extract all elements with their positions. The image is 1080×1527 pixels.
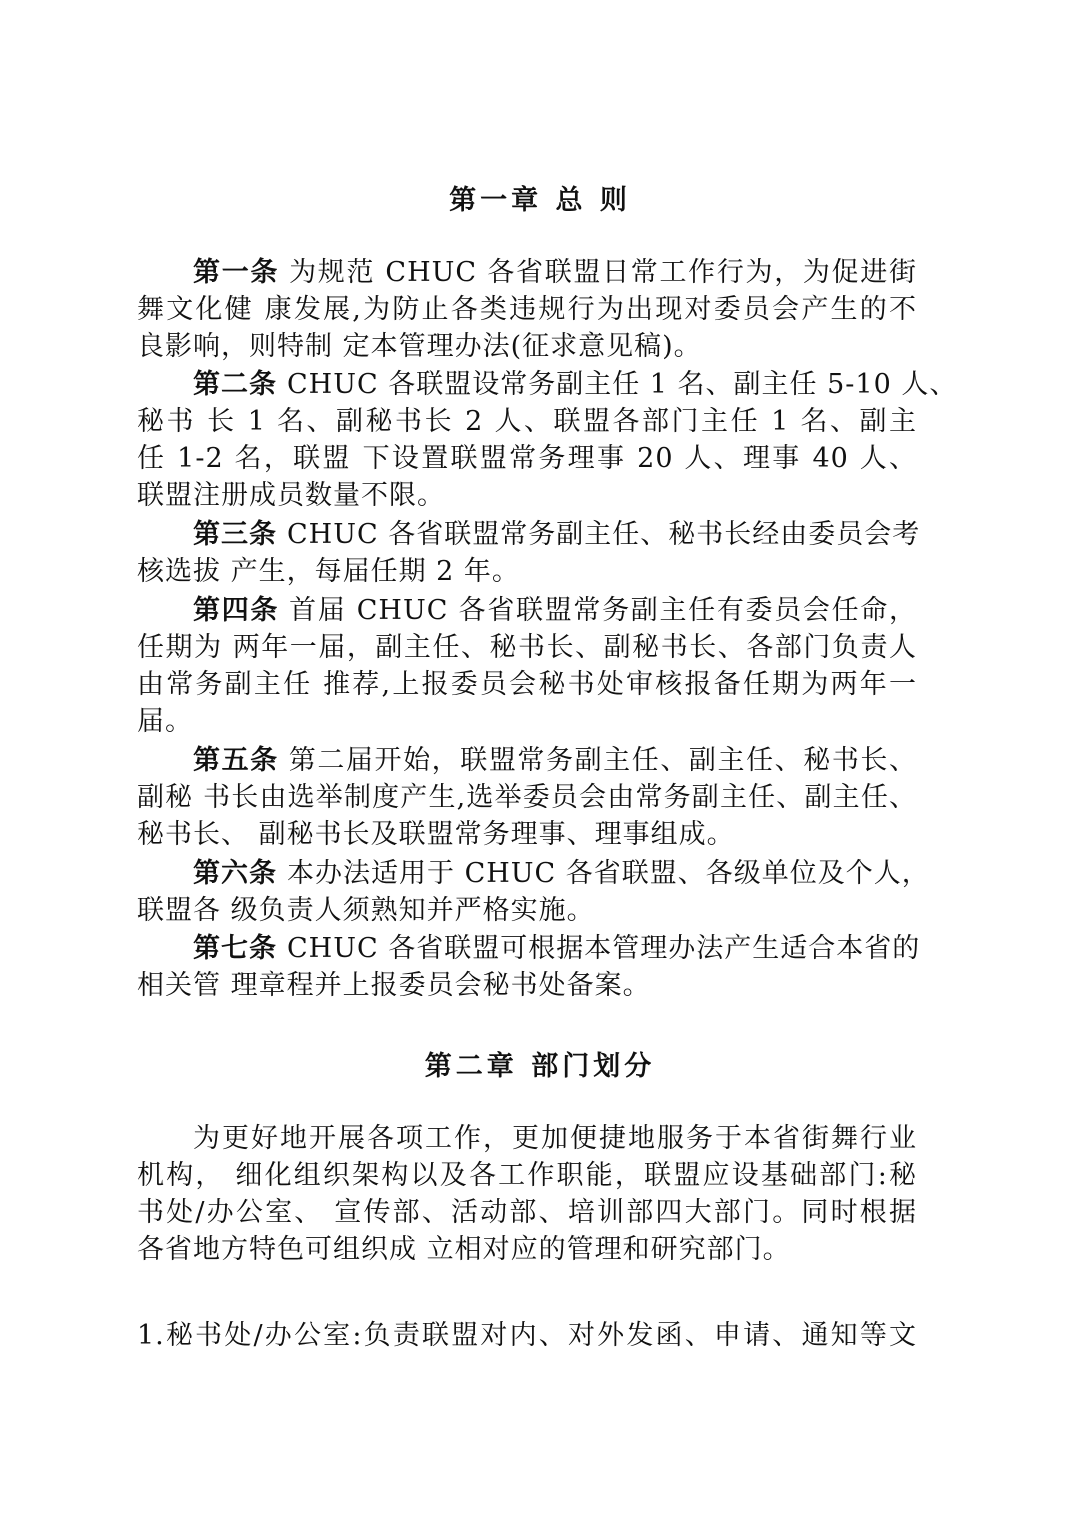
intro-line: 书处/办公室、 宣传部、活动部、培训部四大部门。同时根据 (137, 1197, 917, 1228)
article-6 (137, 855, 930, 929)
chapter-1-title: 第一章 总 则 (449, 185, 631, 216)
chapter-2-title: 第二章 部门划分 (424, 1051, 656, 1082)
article-label: 第六条 (193, 858, 277, 889)
article-4 (137, 592, 917, 740)
chapter-2-intro (137, 1120, 917, 1268)
article-line: 舞文化健 康发展,为防止各类违规行为出现对委员会产生的不 (137, 294, 917, 325)
intro-line: 各省地方特色可组织成 立相对应的管理和研究部门。 (137, 1234, 791, 1265)
article-line: 相关管 理章程并上报委员会秘书处备案。 (137, 970, 651, 1001)
article-1 (137, 254, 917, 365)
article-7 (137, 930, 921, 1004)
article-line: 秘书长、 副秘书长及联盟常务理事、理事组成。 (137, 819, 735, 850)
article-line: 核选拔 产生，每届任期 2 年。 (137, 556, 520, 587)
article-label: 第一条 (193, 257, 280, 288)
article-line: 联盟各 级负责人须熟知并严格实施。 (137, 895, 595, 926)
article-line: 第三条 CHUC 各省联盟常务副主任、秘书长经由委员会考 (193, 519, 921, 550)
article-label: 第三条 (193, 519, 277, 550)
article-line: 副秘 书长由选举制度产生,选举委员会由常务副主任、副主任、 (137, 782, 917, 813)
article-line: 由常务副主任 推荐,上报委员会秘书处审核报备任期为两年一 (137, 669, 917, 700)
article-line: 良影响，则特制 定本管理办法(征求意见稿)。 (137, 331, 702, 362)
article-label: 第七条 (193, 933, 277, 964)
article-label: 第五条 (193, 745, 279, 776)
list-item-1: 1.秘书处/办公室:负责联盟对内、对外发函、申请、通知等文 (137, 1320, 917, 1351)
article-line: 任期为 两年一届，副主任、秘书长、副秘书长、各部门负责人 (137, 632, 917, 663)
article-3 (137, 516, 921, 590)
article-line: 第六条 本办法适用于 CHUC 各省联盟、各级单位及个人， (193, 858, 930, 889)
article-line: 第二条 CHUC 各联盟设常务副主任 1 名、副主任 5-10 人、 (193, 369, 958, 400)
article-2 (137, 366, 958, 514)
article-line: 第七条 CHUC 各省联盟可根据本管理办法产生适合本省的 (193, 933, 921, 964)
article-label: 第二条 (193, 369, 277, 400)
article-line: 秘书 长 1 名、副秘书长 2 人、联盟各部门主任 1 名、副主 (137, 406, 917, 437)
intro-line: 机构， 细化组织架构以及各工作职能，联盟应设基础部门:秘 (137, 1160, 917, 1191)
article-line: 届。 (137, 706, 193, 737)
intro-line: 为更好地开展各项工作，更加便捷地服务于本省街舞行业 (193, 1123, 917, 1154)
article-5 (137, 742, 917, 853)
article-label: 第四条 (193, 595, 280, 626)
article-line: 联盟注册成员数量不限。 (137, 480, 445, 511)
article-line: 第四条 首届 CHUC 各省联盟常务副主任有委员会任命， (193, 595, 917, 626)
article-line: 第一条 为规范 CHUC 各省联盟日常工作行为，为促进街 (193, 257, 917, 288)
article-line: 第五条 第二届开始，联盟常务副主任、副主任、秘书长、 (193, 745, 917, 776)
article-line: 任 1-2 名，联盟 下设置联盟常务理事 20 人、理事 40 人、 (137, 443, 917, 474)
